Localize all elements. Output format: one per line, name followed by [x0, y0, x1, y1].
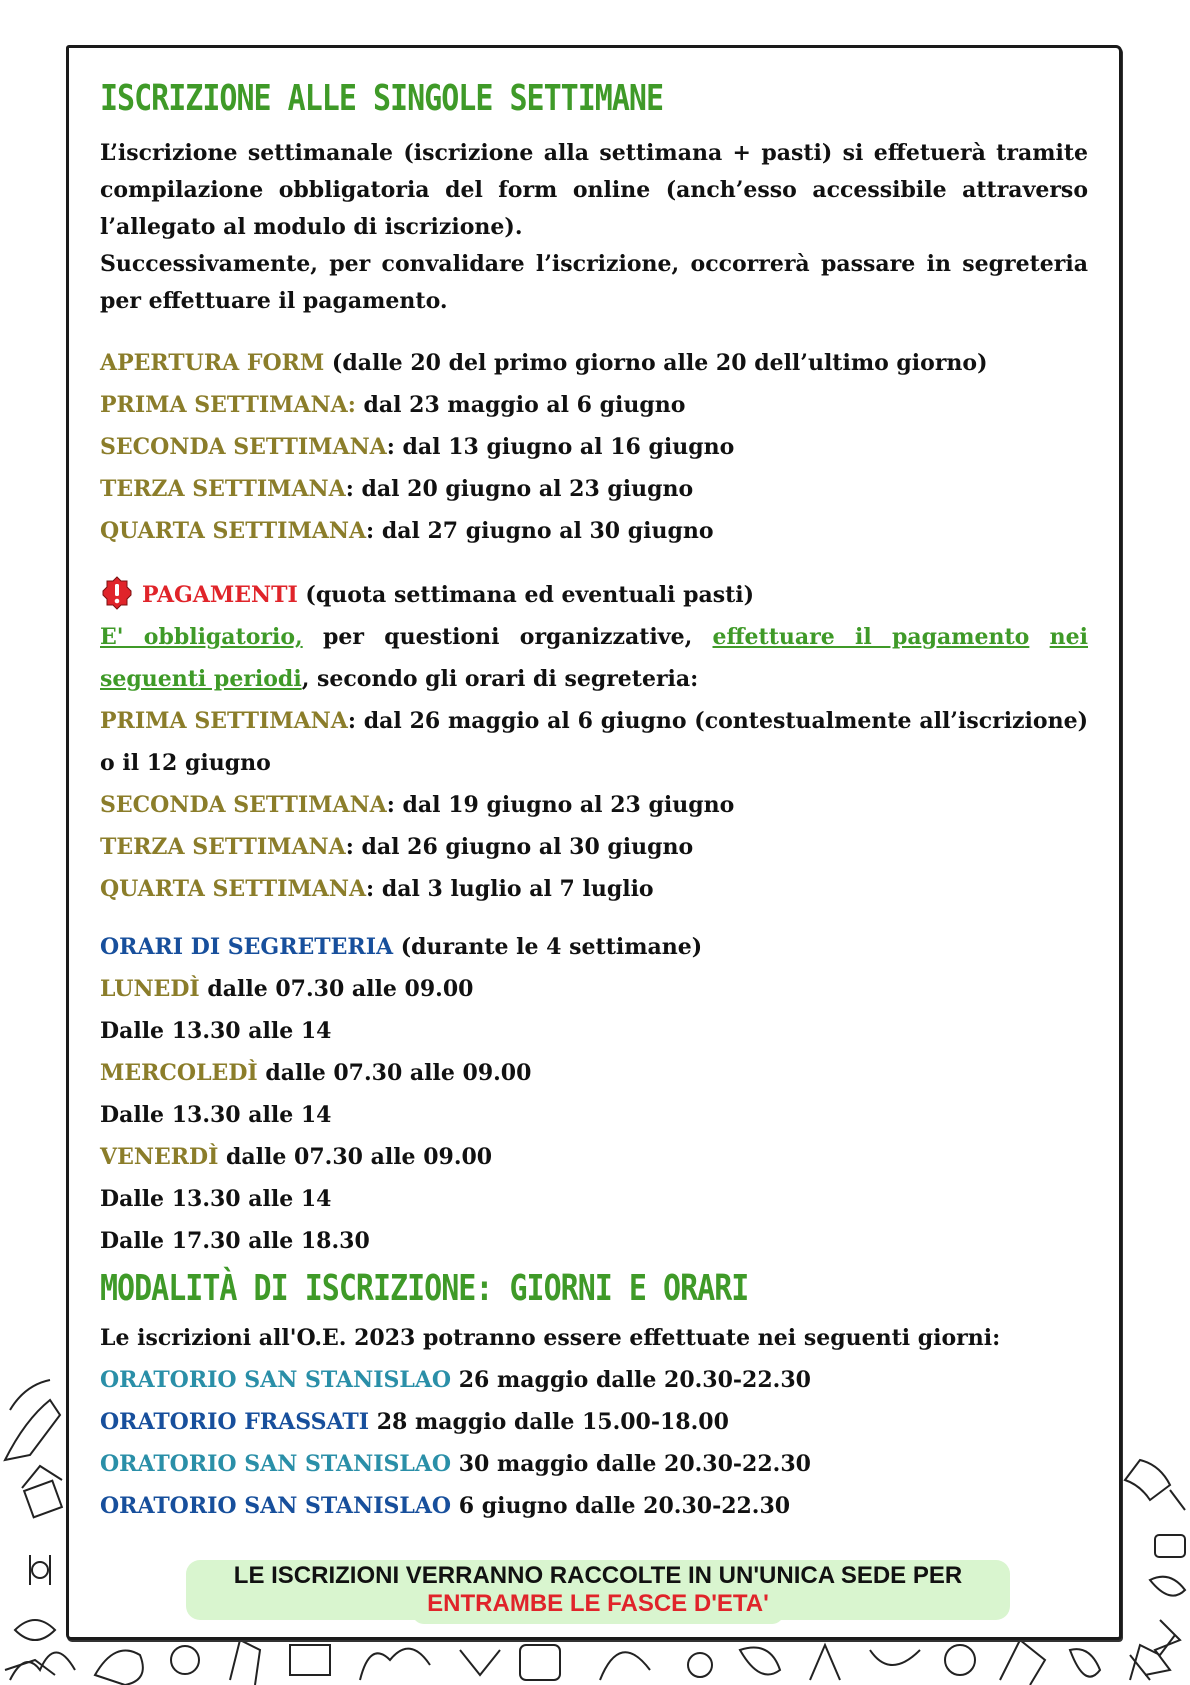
form-week-4 — [100, 510, 1088, 552]
payment-week-1 — [100, 700, 1088, 784]
session-place: ORATORIO SAN STANISLAO — [100, 1367, 452, 1393]
day-hours: dalle 07.30 alle 09.00 — [257, 1060, 532, 1086]
payments-intro — [100, 616, 1088, 700]
payments-label: PAGAMENTI — [142, 582, 298, 608]
week-dates: : dal 13 giugno al 16 giugno — [386, 434, 735, 460]
week-dates: dal 23 maggio al 6 giugno — [355, 392, 686, 418]
payments-note: (quota settimana ed eventuali pasti) — [297, 582, 755, 608]
hours-friday — [100, 1136, 1088, 1178]
banner-line-1: LE ISCRIZIONI VERRANNO RACCOLTE IN UN'UNICA SEDE PER — [233, 1562, 963, 1589]
session-4 — [100, 1485, 1088, 1527]
week-dates: : dal 20 giugno al 23 giugno — [345, 476, 694, 502]
banner-line-2: ENTRAMBE LE FASCE D'ETA' — [415, 1590, 781, 1618]
session-time: 30 maggio dalle 20.30-22.30 — [451, 1451, 811, 1477]
week-label: SECONDA SETTIMANA — [100, 434, 387, 460]
form-week-1 — [100, 384, 1088, 426]
hours-wednesday — [100, 1052, 1088, 1094]
mandatory-link-text: E' obbligatorio, — [100, 624, 303, 650]
week-dates: : dal 26 giugno al 30 giugno — [345, 834, 694, 860]
form-opening-note: (dalle 20 del primo giorno alle 20 dell’ultimo giorno) — [324, 350, 988, 376]
periods-link-text: nei seguenti periodi — [100, 624, 1088, 692]
week-label: TERZA SETTIMANA — [100, 834, 346, 860]
week-label: QUARTA SETTIMANA — [100, 876, 367, 902]
hours-friday-extra-1: Dalle 13.30 alle 14 — [100, 1186, 332, 1212]
week-dates: : dal 3 luglio al 7 luglio — [366, 876, 654, 902]
weekly-registration-paragraph: L’iscrizione settimanale (iscrizione alla settimana + pasti) si effetuerà tramite compilazione obbligatoria del form online (anch’esso accessibile attraverso l’allegato al modulo di iscrizione). — [100, 140, 1088, 240]
payment-week-2 — [100, 784, 1088, 826]
form-week-3 — [100, 468, 1088, 510]
day-hours: dalle 07.30 alle 09.00 — [199, 976, 474, 1002]
session-1 — [100, 1359, 1088, 1401]
document-content — [100, 78, 1088, 1527]
registration-intro: Le iscrizioni all'O.E. 2023 potranno essere effettuate nei seguenti giorni: — [100, 1325, 1001, 1351]
payments-intro-text: per questioni organizzative, — [302, 624, 713, 650]
session-2 — [100, 1401, 1088, 1443]
warning-icon — [100, 576, 134, 610]
office-hours-heading — [100, 926, 1088, 968]
payment-link-text: effettuare il pagamento — [712, 624, 1030, 650]
section-title-registration-modes: MODALITÀ DI ISCRIZIONE: GIORNI E ORARI — [100, 1268, 749, 1310]
payments-intro-text: , secondo gli orari di segreteria: — [301, 666, 699, 692]
section-title-weekly-registration: ISCRIZIONE ALLE SINGOLE SETTIMANE — [100, 78, 664, 120]
session-time: 28 maggio dalle 15.00-18.00 — [369, 1409, 729, 1435]
day-hours: dalle 07.30 alle 09.00 — [218, 1144, 493, 1170]
session-3 — [100, 1443, 1088, 1485]
week-label: PRIMA SETTIMANA — [100, 708, 348, 734]
office-hours-note: (durante le 4 settimane) — [393, 934, 703, 960]
payment-week-3 — [100, 826, 1088, 868]
week-dates: : dal 27 giugno al 30 giugno — [366, 518, 714, 544]
week-label: PRIMA SETTIMANA: — [100, 392, 356, 418]
week-label: TERZA SETTIMANA — [100, 476, 346, 502]
week-label: QUARTA SETTIMANA — [100, 518, 367, 544]
hours-friday-extra-2: Dalle 17.30 alle 18.30 — [100, 1228, 370, 1254]
day-label: MERCOLEDÌ — [100, 1060, 258, 1086]
hours-monday-extra: Dalle 13.30 alle 14 — [100, 1018, 332, 1044]
week-dates: : dal 19 giugno al 23 giugno — [386, 792, 735, 818]
payment-week-4 — [100, 868, 1088, 910]
week-label: SECONDA SETTIMANA — [100, 792, 387, 818]
session-place: ORATORIO SAN STANISLAO — [100, 1451, 452, 1477]
session-place: ORATORIO FRASSATI — [100, 1409, 370, 1435]
session-time: 6 giugno dalle 20.30-22.30 — [451, 1493, 791, 1519]
week-dates: : dal 26 maggio al 6 giugno (contestualmente all’iscrizione) o il 12 giugno — [100, 708, 1088, 776]
session-time: 26 maggio dalle 20.30-22.30 — [451, 1367, 811, 1393]
form-week-2 — [100, 426, 1088, 468]
day-label: VENERDÌ — [100, 1144, 219, 1170]
office-hours-label: ORARI DI SEGRETERIA — [100, 934, 394, 960]
payments-heading — [100, 574, 1088, 616]
hours-monday — [100, 968, 1088, 1010]
payments-intro-space — [1029, 624, 1049, 650]
session-place: ORATORIO SAN STANISLAO — [100, 1493, 452, 1519]
day-label: LUNEDÌ — [100, 976, 200, 1002]
hours-wednesday-extra: Dalle 13.30 alle 14 — [100, 1102, 332, 1128]
form-opening-label: APERTURA FORM — [100, 350, 325, 376]
form-opening-line — [100, 342, 1088, 384]
payment-validation-paragraph: Successivamente, per convalidare l’iscrizione, occorrerà passare in segreteria per effettuare il pagamento. — [100, 251, 1088, 314]
notice-banner — [186, 1560, 1010, 1620]
